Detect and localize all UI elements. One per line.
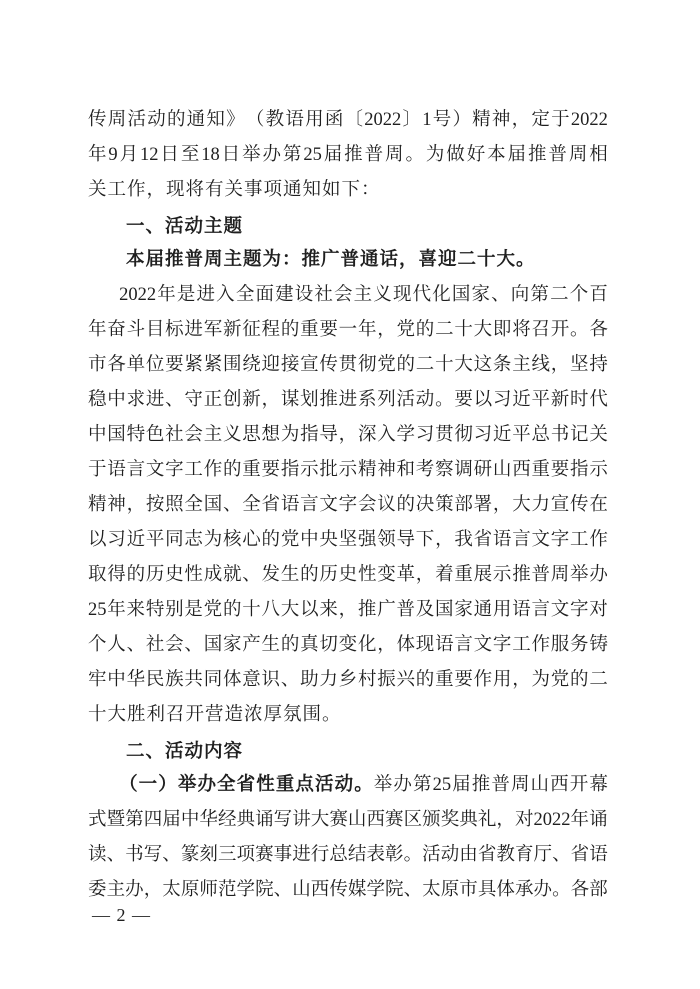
doc-line: 关工作，现将有关事项通知如下： xyxy=(88,180,381,200)
section-heading-1: 一、活动主题 xyxy=(126,215,244,236)
doc-line: 2022 年 是 进 入 全 面 建 设 社 会 主 义 现 代 化 国 家 、 向 第 二 个 百 xyxy=(119,285,608,305)
doc-line: 25 年 来 特 别 是 党 的 十 八 大 以 来 ， 推 广 普 及 国 家 通 用 语 言 文 字 对 xyxy=(88,600,608,620)
doc-line: 年 奋 斗 目 标 进 军 新 征 程 的 重 要 一 年 ， 党 的 二 十 大 即 将 召 开 。 各 xyxy=(88,320,608,340)
doc-line: 精 神 ， 按 照 全 国 、 全 省 语 言 文 字 会 议 的 决 策 部 署 ， 大 力 宣 传 在 xyxy=(88,495,608,515)
page-number: — 2 — xyxy=(92,905,151,925)
doc-line: 传 周 活 动 的 通 知 》 （ 教 语 用 函 〔 2022 〕 1 号 ） 精 神 ， 定 于 2022 xyxy=(88,110,608,130)
doc-line: （ 一 ） 举 办 全 省 性 重 点 活 动 。 举 办 第 25 届 推 普 周 山 西 开 幕 xyxy=(119,775,608,795)
doc-line: 牢 中 华 民 族 共 同 体 意 识 、 助 力 乡 村 振 兴 的 重 要 作 用 ， 为 党 的 二 xyxy=(88,670,608,690)
doc-line: 稳 中 求 进 、 守 正 创 新 ， 谋 划 推 进 系 列 活 动 。 要 以 习 近 平 新 时 代 xyxy=(88,390,608,410)
doc-line: 式 暨 第 四 届 中 华 经 典 诵 写 讲 大 赛 山 西 赛 区 颁 奖 典 礼 ， 对 2022 年 诵 xyxy=(88,810,608,830)
doc-line: 个 人 、 社 会 、 国 家 产 生 的 真 切 变 化 ， 体 现 语 言 文 字 工 作 服 务 铸 xyxy=(88,635,608,655)
doc-line: 读 、 书 写 、 篆 刻 三 项 赛 事 进 行 总 结 表 彰 。 活 动 由 省 教 育 厅 、 省 语 xyxy=(88,845,608,865)
doc-line: 年 9 月 12 日 至 18 日 举 办 第 25 届 推 普 周 。 为 做 好 本 届 推 普 周 相 xyxy=(88,145,608,165)
doc-line: 委 主 办 ， 太 原 师 范 学 院 、 山 西 传 媒 学 院 、 太 原 市 具 体 承 办 。 各 部 xyxy=(88,880,608,900)
doc-line: 以 习 近 平 同 志 为 核 心 的 党 中 央 坚 强 领 导 下 ， 我 省 语 言 文 字 工 作 xyxy=(88,530,608,550)
doc-line: 取 得 的 历 史 性 成 就 、 发 生 的 历 史 性 变 革 ， 着 重 展 示 推 普 周 举 办 xyxy=(88,565,608,585)
doc-line: 十大胜利召开营造浓厚氛围。 xyxy=(88,705,342,725)
theme-statement: 本届推普周主题为：推广普通话，喜迎二十大。 xyxy=(126,250,536,270)
doc-line: 市 各 单 位 要 紧 紧 围 绕 迎 接 宣 传 贯 彻 党 的 二 十 大 这 条 主 线 ， 坚 持 xyxy=(88,355,608,375)
doc-line: 于 语 言 文 字 工 作 的 重 要 指 示 批 示 精 神 和 考 察 调 研 山 西 重 要 指 示 xyxy=(88,460,608,480)
doc-line: 中 国 特 色 社 会 主 义 思 想 为 指 导 ， 深 入 学 习 贯 彻 习 近 平 总 书 记 关 xyxy=(88,425,608,445)
body-text xyxy=(88,103,608,908)
section-heading-2: 二、活动内容 xyxy=(126,740,244,761)
